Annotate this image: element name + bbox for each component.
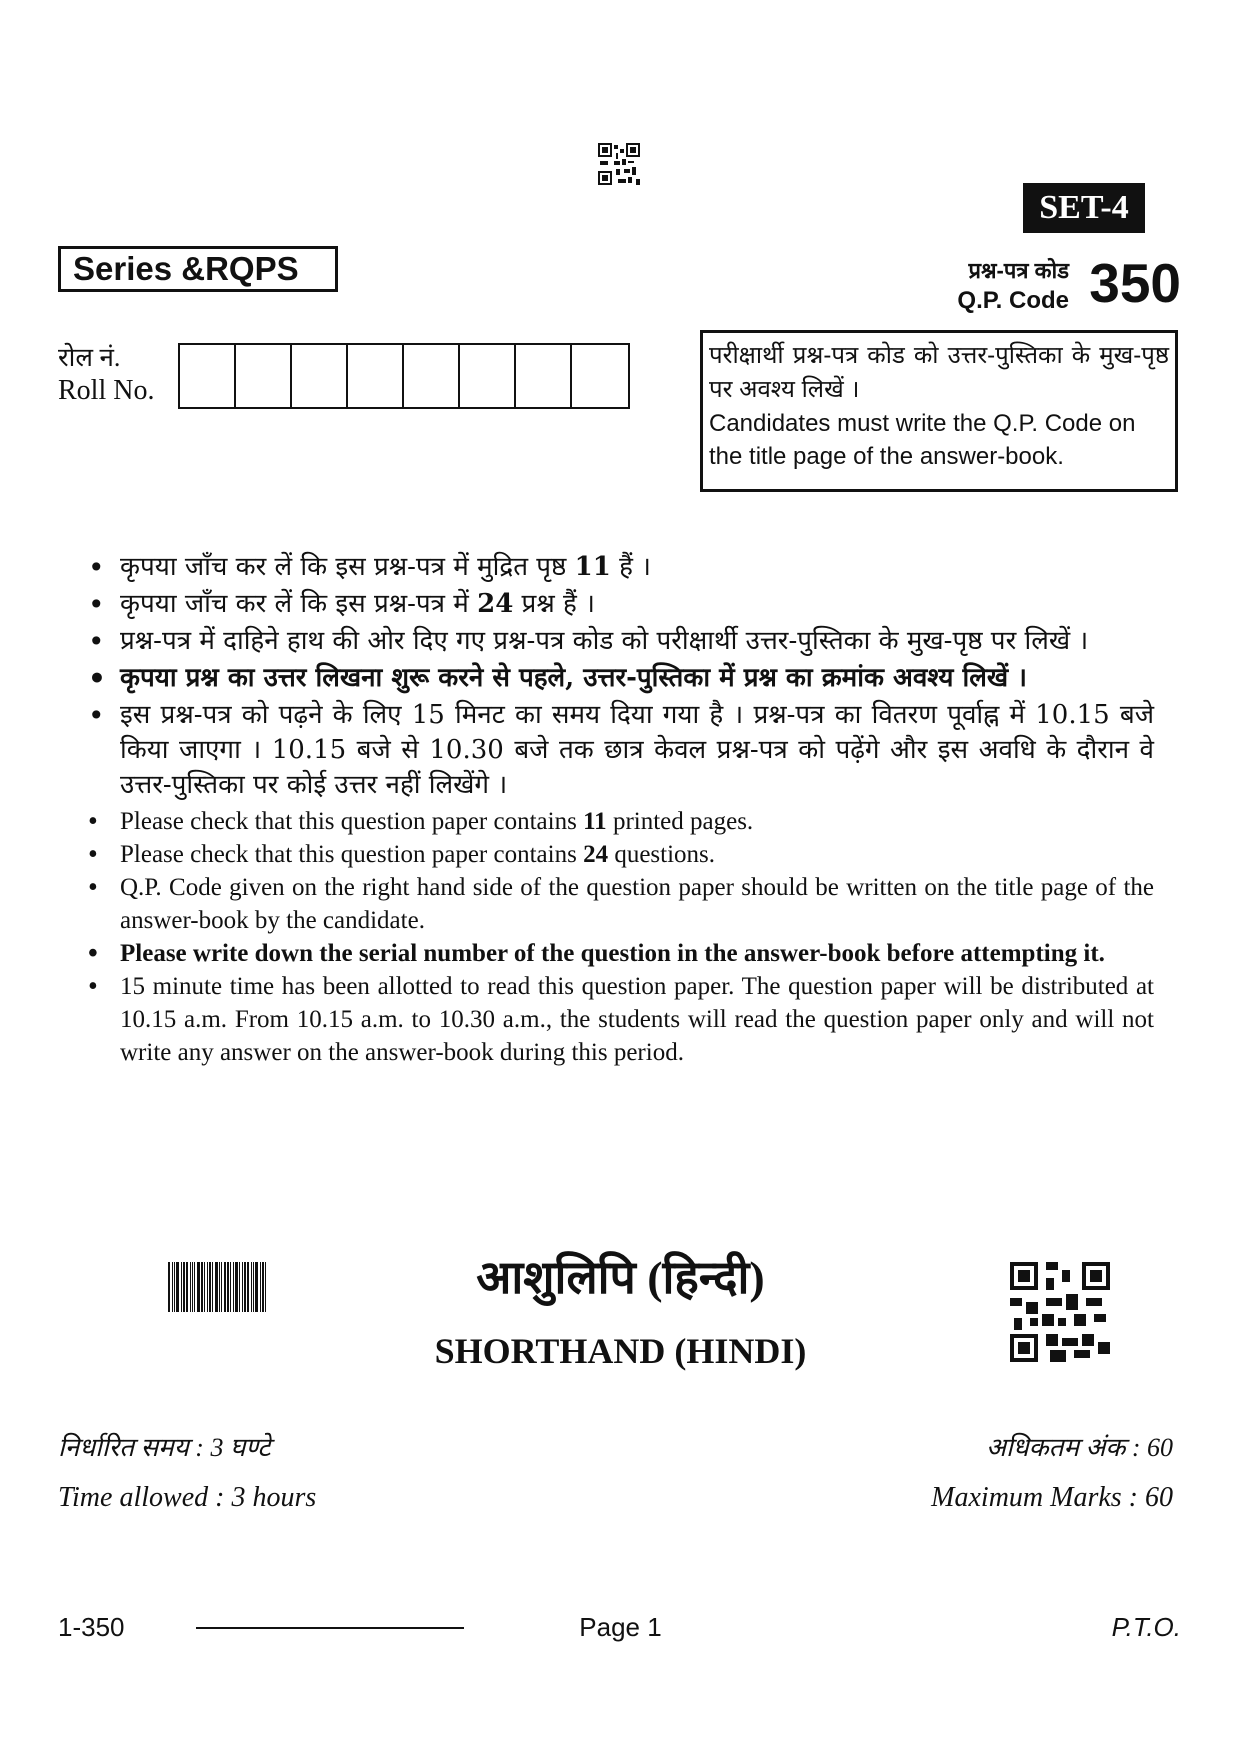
maximum-marks: Maximum Marks : 60 xyxy=(931,1482,1173,1513)
notice-hindi: परीक्षार्थी प्रश्न-पत्र कोड को उत्तर-पुस्तिका के मुख-पृष्ठ पर अवश्य लिखें । xyxy=(709,342,1169,403)
roll-number-box[interactable] xyxy=(460,345,516,407)
roll-number-box[interactable] xyxy=(348,345,404,407)
instruction-hi-3: • प्रश्न-पत्र में दाहिने हाथ की ओर दिए गए प्रश्न-पत्र कोड को परीक्षार्थी उत्तर-पुस्तिका के मुख-पृष्ठ पर लिखें । xyxy=(84,624,1154,659)
instruction-hi-2: • कृपया जाँच कर लें कि इस प्रश्न-पत्र में 24 प्रश्न हैं । xyxy=(84,587,1154,622)
qp-code-label-hindi: प्रश्न-पत्र कोड xyxy=(968,258,1069,283)
series-label: Series &RQPS xyxy=(58,246,338,292)
qp-code: 350 xyxy=(1089,252,1181,314)
instructions xyxy=(84,550,1154,1069)
notice-english: Candidates must write the Q.P. Code on the title page of the answer-book. xyxy=(709,410,1136,470)
time-allowed-hindi: निर्धारित समय : 3 घण्टे xyxy=(58,1433,271,1462)
qr-code-icon xyxy=(1010,1262,1110,1362)
roll-label-hindi: रोल नं. xyxy=(58,343,121,372)
instruction-en-5: • 15 minute time has been allotted to read this question paper. The question paper will be distributed at 10.15 a.m. From 10.15 a.m. to 10.30 a.m., the students will read the question paper only and will not write any answer on the answer-book during this period. xyxy=(84,970,1154,1069)
roll-label: Roll No. xyxy=(58,375,155,406)
roll-number-box[interactable] xyxy=(180,345,236,407)
instruction-en-4: • Please write down the serial number of the question in the answer-book before attempting it. xyxy=(84,937,1154,970)
time-allowed: Time allowed : 3 hours xyxy=(58,1482,317,1513)
instruction-en-1: • Please check that this question paper contains 11 printed pages. xyxy=(84,805,1154,838)
qp-code-label: Q.P. Code xyxy=(957,287,1069,314)
roll-number-box[interactable] xyxy=(572,345,628,407)
roll-number-box[interactable] xyxy=(236,345,292,407)
pto-label: P.T.O. xyxy=(1111,1612,1181,1642)
qr-code-icon xyxy=(598,143,640,185)
subject-title-hindi: आशुलिपि (हिन्दी) xyxy=(476,1252,765,1303)
page-number: Page 1 xyxy=(579,1612,662,1642)
notice-box xyxy=(700,330,1178,492)
maximum-marks-hindi: अधिकतम अंक : 60 xyxy=(986,1433,1173,1462)
roll-number-box[interactable] xyxy=(404,345,460,407)
roll-number-boxes[interactable] xyxy=(178,343,630,409)
footer-code: 1-350 xyxy=(58,1612,125,1642)
instruction-en-3: • Q.P. Code given on the right hand side of the question paper should be written on the title page of the answer-book by the candidate. xyxy=(84,871,1154,937)
roll-number-box[interactable] xyxy=(516,345,572,407)
instruction-hi-1: • कृपया जाँच कर लें कि इस प्रश्न-पत्र में मुद्रित पृष्ठ 11 हैं । xyxy=(84,550,1154,585)
subject-title: SHORTHAND (HINDI) xyxy=(434,1331,807,1371)
instruction-hi-5: • इस प्रश्न-पत्र को पढ़ने के लिए 15 मिनट का समय दिया गया है । प्रश्न-पत्र का वितरण पूर्वाह्न में 10.15 बजे किया जाएगा । 10.15 बजे से 10.30 बजे तक छात्र केवल प्रश्न-पत्र को पढ़ेंगे और इस अवधि के दौरान वे उत्तर-पुस्तिका पर कोई उत्तर नहीं लिखेंगे । xyxy=(84,698,1154,803)
roll-number-box[interactable] xyxy=(292,345,348,407)
instruction-en-2: • Please check that this question paper contains 24 questions. xyxy=(84,838,1154,871)
set-badge: SET-4 xyxy=(1023,183,1145,233)
instruction-hi-4: • कृपया प्रश्न का उत्तर लिखना शुरू करने से पहले, उत्तर-पुस्तिका में प्रश्न का क्रमांक अवश्य लिखें । xyxy=(84,661,1154,696)
